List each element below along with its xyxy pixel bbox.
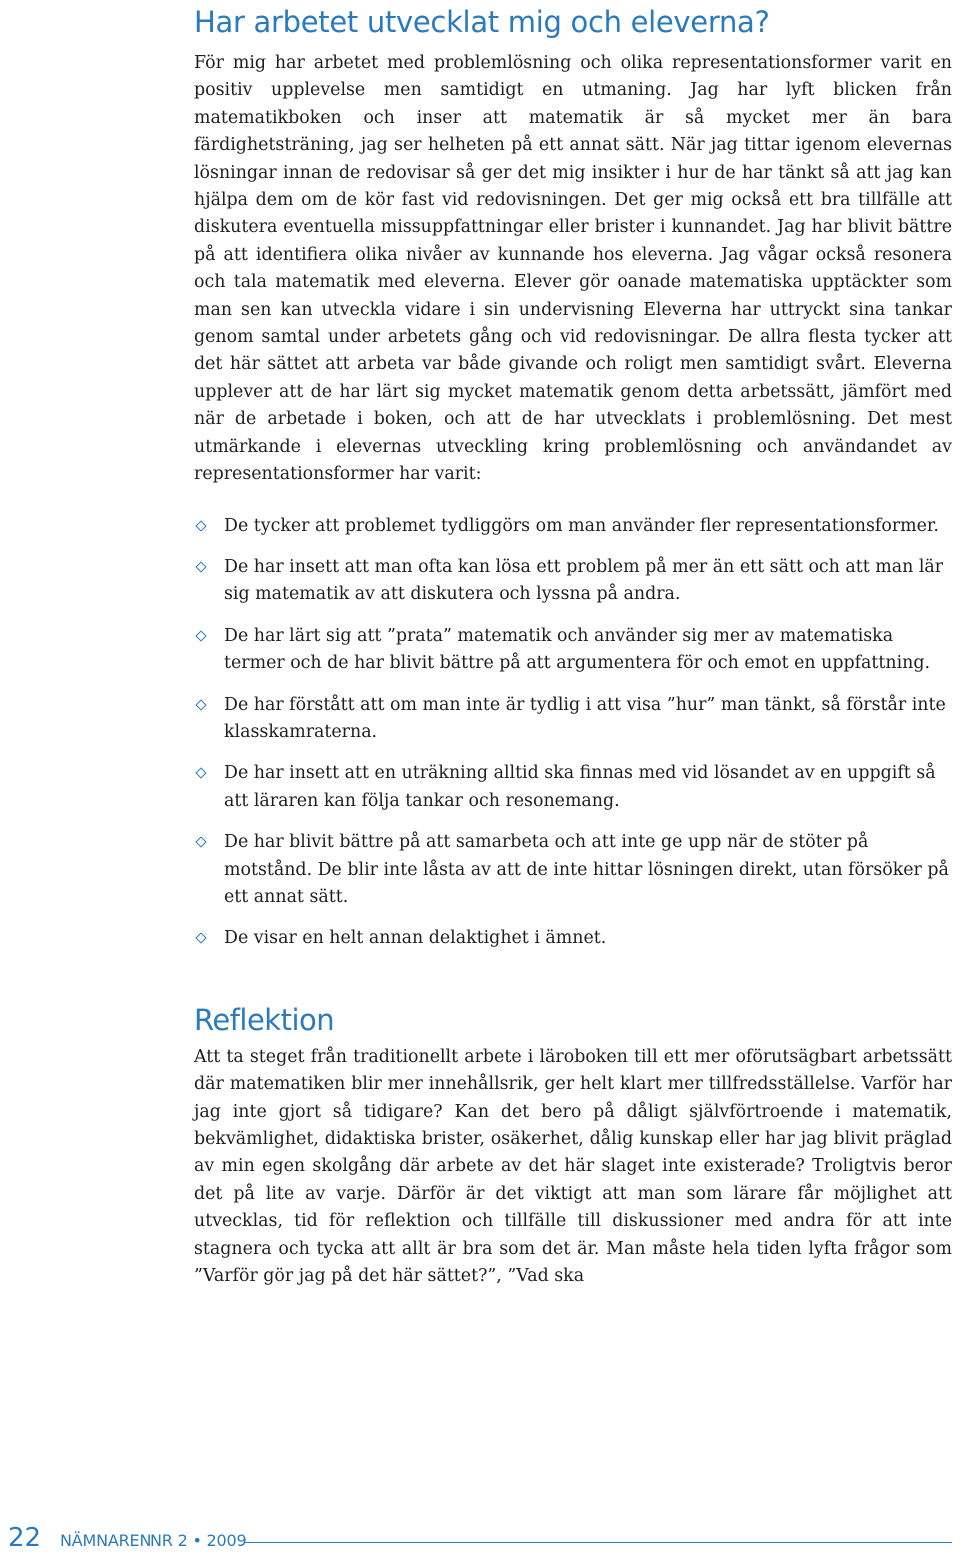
list-item-text: De visar en helt annan delaktighet i ämnet. (224, 928, 607, 949)
section-heading-reflection: Reflektion (194, 1002, 335, 1037)
diamond-bullet-icon (195, 768, 206, 779)
diamond-bullet-icon (195, 630, 206, 641)
list-item (194, 829, 952, 911)
outcomes-list (194, 513, 952, 953)
issue-label: NR 2 • 2009 (150, 1531, 247, 1550)
diamond-bullet-icon (195, 836, 206, 847)
list-item-text: De har förstått att om man inte är tydlig i att visa ”hur” man tänkt, så förstår inte klasskamraterna. (224, 694, 946, 742)
list-item-text: De har blivit bättre på att samarbeta och att inte ge upp när de stöter på motstånd. De blir inte låsta av att de inte hittar lösningen direkt, utan försöker på ett annat sätt. (224, 832, 949, 907)
list-item-text: De har insett att man ofta kan lösa ett problem på mer än ett sätt och att man lär sig matematik av att diskutera och lyssna på andra. (224, 556, 944, 605)
paragraph-development: För mig har arbetet med problemlösning och olika representationsformer varit en positiv upplevelse men samtidigt en utmaning. Jag har lyft blicken från matematikboken och inser att matematik är så mycket mer än bara färdighetsträning, jag ser helheten på ett annat sätt. När jag tittar igenom elevernas lösningar innan de redovisar så ger det mig insikter i hur de har tänkt så att jag kan hjälpa dem om de kör fast vid redovisningen. Det ger mig också ett bra tillfälle att diskutera eventuella missuppfattningar eller brister i kunnandet. Jag har blivit bättre på att identifiera olika nivåer av kunnande hos eleverna. Jag vågar också resonera och tala matematik med eleverna. Elever gör oanade matematiska upptäckter som man sen kan utveckla vidare i sin undervisning Eleverna har uttryckt sina tankar genom samtal under arbetets gång och vid redovisningar. De allra flesta tycker att det här sättet att arbeta var både givande och roligt men samtidigt svårt. Eleverna upplever att de har lärt sig mycket matematik genom detta arbetssätt, jämfört med när de arbetade i boken, och att de har utvecklats i problemlösning. Det mest utmärkande i elevernas utveckling kring problemlösning och användandet av representationsformer har varit: (194, 53, 952, 485)
diamond-bullet-icon (195, 520, 206, 531)
footer-rule (244, 1542, 952, 1543)
list-item-text: De har insett att en uträkning alltid ska finnas med vid lösandet av en uppgift så att läraren kan följa tankar och resonemang. (224, 763, 936, 811)
list-item (194, 692, 952, 747)
list-item-text: De har lärt sig att ”prata” matematik och använder sig mer av matematiska termer och de har blivit bättre på att argumentera för och emot en uppfattning. (224, 625, 931, 674)
list-item (194, 760, 952, 815)
section-heading-development: Har arbetet utvecklat mig och eleverna? (194, 5, 770, 39)
paragraph-reflection: Att ta steget från traditionellt arbete i läroboken till ett mer oförutsägbart arbetssätt där matematiken blir mer innehållsrik, ger helt klart mer tillfredsställelse. Varför har jag inte gjort så tidigare? Kan det bero på dåligt självförtroende i matematik, bekvämlighet, didaktiska brister, osäkerhet, dålig kunskap eller har jag blivit präglad av min egen skolgång där arbete av det här slaget inte existerade? Troligtvis beror det på lite av varje. Därför är det viktigt att man som lärare får möjlighet att utvecklas, tid för reflektion och tillfälle till diskussioner med andra för att inte stagnera och tycka att allt är bra som det är. Man måste hela tiden lyfta frågor som ”Varför gör jag på det här sättet?”, ”Vad ska (194, 1046, 952, 1287)
list-item-text: De tycker att problemet tydliggörs om man använder fler representationsformer. (224, 515, 939, 536)
page-footer (0, 1522, 960, 1554)
list-item (194, 925, 952, 952)
diamond-bullet-icon (195, 699, 206, 710)
article-body (194, 0, 952, 1290)
list-item (194, 623, 952, 678)
magazine-name: NÄMNAREN (60, 1531, 152, 1550)
list-item (194, 554, 952, 609)
page-number: 22 (8, 1523, 42, 1553)
diamond-bullet-icon (195, 933, 206, 944)
diamond-bullet-icon (195, 561, 206, 572)
list-item (194, 513, 952, 540)
